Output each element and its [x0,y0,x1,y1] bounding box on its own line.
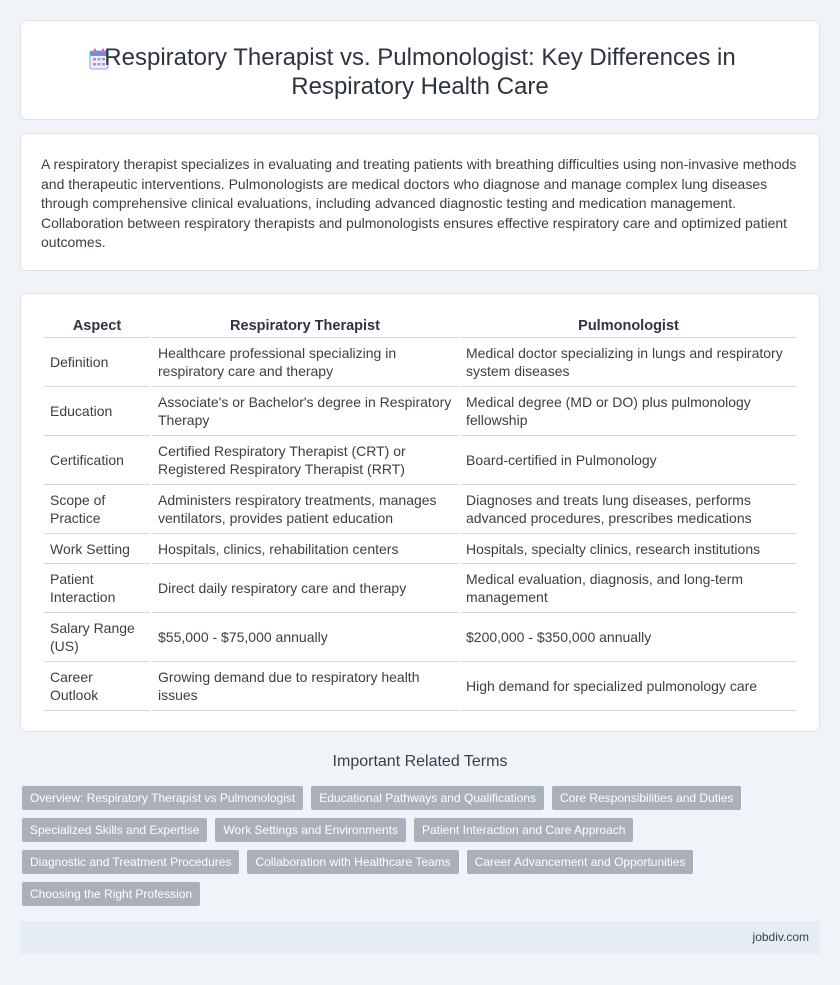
pulmonologist-cell: Medical evaluation, diagnosis, and long-term management [460,564,797,613]
table-row [44,662,797,711]
related-term-tag[interactable]: Educational Pathways and Qualifications [311,786,544,810]
related-term-tag[interactable]: Collaboration with Healthcare Teams [247,850,458,874]
aspect-cell: Salary Range (US) [44,613,150,662]
table-row [44,485,797,534]
comparison-table-card [20,293,820,732]
pulmonologist-cell: Diagnoses and treats lung diseases, performs advanced procedures, prescribes medications [460,485,797,534]
related-term-tag[interactable]: Choosing the Right Profession [22,882,200,906]
related-term-tag[interactable]: Patient Interaction and Care Approach [414,818,633,842]
table-row [44,564,797,613]
therapist-cell: Healthcare professional specializing in respiratory care and therapy [152,338,458,387]
header-respiratory-therapist: Respiratory Therapist [152,316,458,338]
therapist-cell: Growing demand due to respiratory health issues [152,662,458,711]
related-term-tag[interactable]: Career Advancement and Opportunities [467,850,694,874]
aspect-cell: Patient Interaction [44,564,150,613]
intro-card [20,133,820,271]
aspect-cell: Career Outlook [44,662,150,711]
aspect-cell: Work Setting [44,534,150,564]
intro-paragraph: A respiratory therapist specializes in evaluating and treating patients with breathing difficulties using non-invasive methods and therapeutic interventions. Pulmonologists are medical doctors who diagnose and manage complex lung diseases through comprehensive clinical evaluations, including advanced diagnostic testing and medication management. Collaboration between respiratory therapists and pulmonologists ensures effective respiratory care and optimized patient outcomes. [41,156,797,251]
table-row [44,534,797,564]
aspect-cell: Scope of Practice [44,485,150,534]
pulmonologist-cell: Hospitals, specialty clinics, research institutions [460,534,797,564]
therapist-cell: Certified Respiratory Therapist (CRT) or Registered Respiratory Therapist (RRT) [152,436,458,485]
therapist-cell: Administers respiratory treatments, manages ventilators, provides patient education [152,485,458,534]
therapist-cell: Direct daily respiratory care and therapy [152,564,458,613]
related-terms-tags [22,786,802,906]
therapist-cell: Hospitals, clinics, rehabilitation centers [152,534,458,564]
related-term-tag[interactable]: Core Responsibilities and Duties [552,786,741,810]
related-term-tag[interactable]: Specialized Skills and Expertise [22,818,207,842]
related-term-tag[interactable]: Work Settings and Environments [215,818,406,842]
table-row [44,436,797,485]
aspect-cell: Education [44,387,150,436]
aspect-cell: Certification [44,436,150,485]
comparison-table [42,316,799,711]
header-pulmonologist: Pulmonologist [460,316,797,338]
table-row [44,338,797,387]
related-term-tag[interactable]: Diagnostic and Treatment Procedures [22,850,239,874]
pulmonologist-cell: High demand for specialized pulmonology care [460,662,797,711]
pulmonologist-cell: $200,000 - $350,000 annually [460,613,797,662]
related-term-tag[interactable]: Overview: Respiratory Therapist vs Pulmonologist [22,786,303,810]
footer [20,921,820,954]
footer-site-link[interactable]: jobdiv.com [752,930,809,944]
title-card [20,20,820,120]
pulmonologist-cell: Medical doctor specializing in lungs and respiratory system diseases [460,338,797,387]
table-row [44,387,797,436]
therapist-cell: $55,000 - $75,000 annually [152,613,458,662]
therapist-cell: Associate's or Bachelor's degree in Respiratory Therapy [152,387,458,436]
table-header-row [44,316,797,338]
header-aspect: Aspect [44,316,150,338]
related-terms-heading: Important Related Terms [332,753,508,770]
aspect-cell: Definition [44,338,150,387]
pulmonologist-cell: Board-certified in Pulmonology [460,436,797,485]
table-row [44,613,797,662]
pulmonologist-cell: Medical degree (MD or DO) plus pulmonology fellowship [460,387,797,436]
page-title: Respiratory Therapist vs. Pulmonologist: Key Differences in Respiratory Health Care [104,44,736,100]
